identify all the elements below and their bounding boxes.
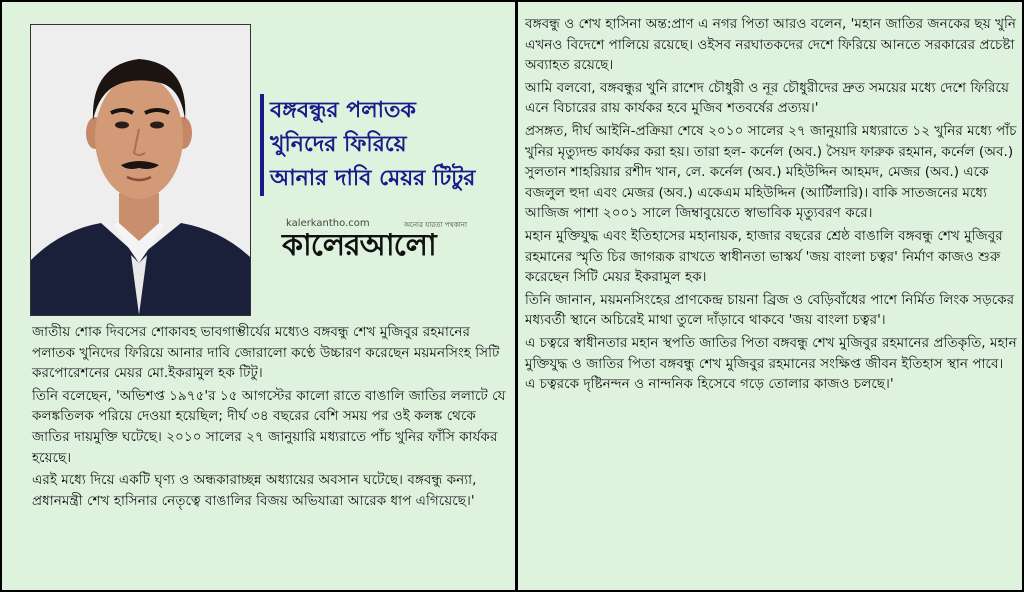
paragraph: মহান মুক্তিযুদ্ধ এবং ইতিহাসের মহানায়ক, হাজার বছরের শ্রেষ্ঠ বাঙালি বঙ্গবন্ধু শেখ মুজিবুর রহমানের স্মৃতি চির জাগরূক রাখতে স্বাধীনতা ভাস্কর্য 'জয় বাংলা চত্বর' নির্মাণ কাজও শুরু করেছেন সিটি মেয়র ইকরামুল হক। — [525, 227, 1003, 286]
headline-line: খুনিদের ফিরিয়ে — [260, 128, 510, 162]
paragraph: তিনি বলেছেন, 'অভিশপ্ত ১৯৭৫'র ১৫ আগস্টের কালো রাতে বাঙালি জাতির ললাটে যে কলঙ্কতিলক পরিয়ে দেওয়া হয়েছিল; দীর্ঘ ৩৪ বছরের বেশি সময় পর ওই কলঙ্ক থেকে জাতির দায়মুক্তি ঘটেছে। ২০১০ সালের ২৭ জানুয়ারি মধ্যরাতে পাঁচ খুনির ফাঁসি কার্যকর হয়েছে। — [32, 387, 506, 466]
paragraph: এরই মধ্যে দিয়ে একটি ঘৃণ্য ও অন্ধকারাচ্ছন্ন অধ্যায়ের অবসান ঘটেছে। বঙ্গবন্ধু কন্যা, প্রধানমন্ত্রী শেখ হাসিনার নেতৃত্বে বাঙালির বিজয় অভিযাত্রা আরেক ধাপ এগিয়েছে।' — [32, 472, 477, 509]
logo-name-part1: কাল — [282, 228, 345, 263]
logo-name — [282, 230, 436, 262]
paragraph: জাতীয় শোক দিবসের শোকাবহ ভাবগাম্ভীর্যের মধ্যেও বঙ্গবন্ধু শেখ মুজিবুর রহমানের পলাতক খুনিদের ফিরিয়ে আনার দাবি জোরালো কণ্ঠে উচ্চারণ করেছেন ময়মনসিংহ সিটি করপোরেশনের মেয়র মো.ইকরামুল হক টিটু। — [32, 324, 500, 382]
article-right-column — [525, 14, 1017, 397]
headline-line: আনার দাবি মেয়র টিটুর — [260, 162, 510, 196]
paragraph: বঙ্গবন্ধু ও শেখ হাসিনা অন্ত:প্রাণ এ নগর পিতা আরও বলেন, 'মহান জাতির জনকের ছয় খুনি এখনও বিদেশে পালিয়ে রয়েছে। ওইসব নরঘাতকদের দেশে ফিরিয়ে আনতে সরকারের প্রচেষ্টা অব্যাহত রয়েছে। — [525, 16, 1017, 74]
headline — [260, 94, 510, 196]
paragraph: তিনি জানান, ময়মনসিংহের প্রাণকেন্দ্র চায়না ব্রিজ ও বেড়িবাঁধের পাশে নির্মিত লিংক সড়কের মধ্যবর্তী স্থানে অচিরেই মাথা তুলে দাঁড়াবে থাকবে 'জয় বাংলা চত্বর'। — [525, 291, 1015, 329]
logo-name-part2: রআলো — [344, 228, 436, 263]
kaler-alo-logo — [282, 216, 506, 266]
logo-tagline: অন্যের যারতা পথকানা — [404, 221, 467, 229]
portrait-photo — [30, 24, 251, 316]
article-left-column — [32, 322, 506, 513]
paragraph: এ চত্বরে স্বাধীনতার মহান স্থপতি জাতির পিতা বঙ্গবন্ধু শেখ মুজিবুর রহমানের প্রতিকৃতি, মহান মুক্তিযুদ্ধ ও জাতির পিতা বঙ্গবন্ধু শেখ মুজিবুর রহমানের সংক্ষিপ্ত জীবন ইতিহাস স্থান পাবে। এ চত্বরকে দৃষ্টিনন্দন ও নান্দনিক হিসেবে গড়ে তোলার কাজও চলছে।' — [525, 334, 1017, 393]
paragraph: আমি বলবো, বঙ্গবন্ধুর খুনি রাশেদ চৌধুরী ও নূর চৌধুরীদের দ্রুত সময়ের মধ্যে দেশে ফিরিয়ে এনে বিচারের রায় কার্যকর হবে মুজিব শতবর্ষের প্রত্যয়।' — [525, 79, 1009, 117]
paragraph: প্রসঙ্গত, দীর্ঘ আইনি-প্রক্রিয়া শেষে ২০১০ সালের ২৭ জানুয়ারি মধ্যরাতে ১২ খুনির মধ্যে পাঁচ খুনির মৃত্যুদন্ড কার্যকর করা হয়। তারা হল- কর্নেল (অব.) সৈয়দ ফারুক রহমান, কর্নেল (অব.) সুলতান শাহরিয়ার রশীদ খান, লে. কর্নেল (অব.) মহিউদ্দিন আহমদ, মেজর (অব.) একে বজলুল হুদা এবং মেজর (অব.) একেএম মহিউদ্দিন (আর্টিলারি)। বাকি সাতজনের মধ্যে আজিজ পাশা ২০০১ সালে জিম্বাবুয়েতে স্বাভাবিক মৃত্যুবরণ করে। — [525, 122, 1017, 222]
logo-site: kalerkantho.com — [286, 218, 370, 229]
column-divider — [515, 2, 518, 590]
headline-line: বঙ্গবন্ধুর পলাতক — [260, 94, 510, 128]
